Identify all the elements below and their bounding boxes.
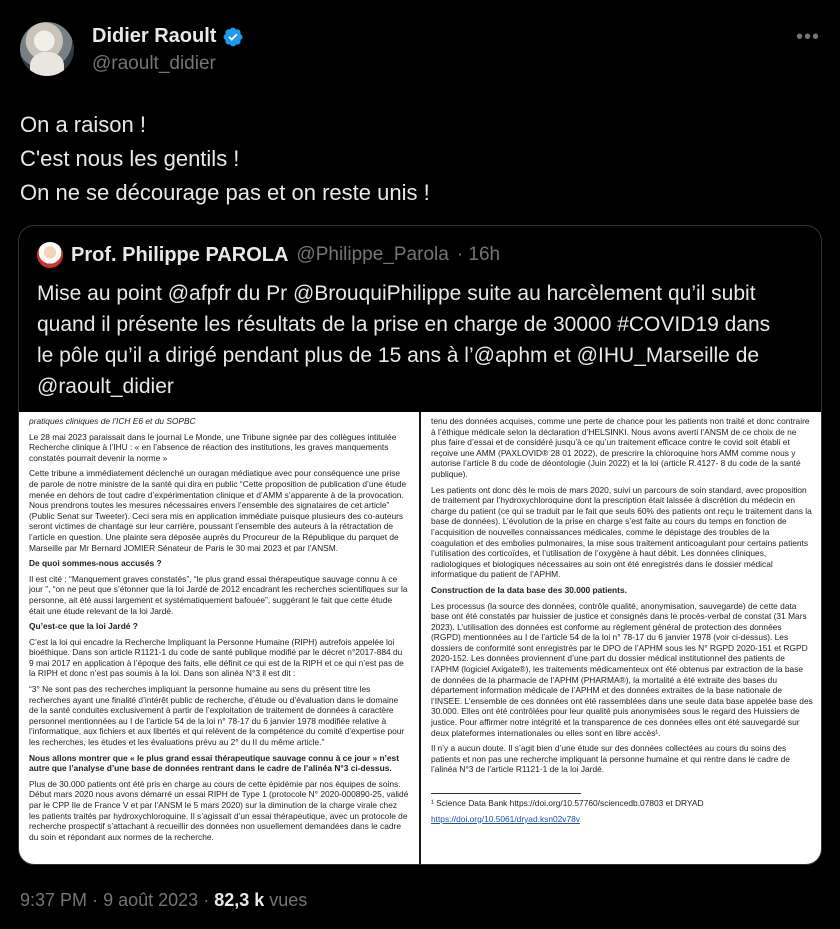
views-count: 82,3 k bbox=[214, 890, 265, 910]
document-paragraph: Les patients ont donc dès le mois de mars 2020, suivi un parcours de soin standard, avec proposition de traitement par l’hydroxychloroquine dont la prescription était laissée à discrétion du médecin en charge du patient (ce qui se traduit par le fait que seuls 60% des patients ont reçu le traitement dans la base de données). L’évolution de la prise en charge s’est faite au cours du temps en fonction de l’acquisition de nouvelles connaissances médicales, comme le dépistage des troubles de la coagulation et des embolies pulmonaires, la mise sous traitement anticoagulant pour certains patients l’utilisation des corticoïdes, et l’utilisation de l’oxygène à haut débit. Les données cliniques, radiologiques et biologiques nécessaires au soin ont été enregistrés dans le dossier médical informatique du patient de l’APHM. bbox=[431, 484, 812, 580]
quoted-line: Mise au point @afpfr du Pr @BrouquiPhilippe suite au harcèlement qu’il subit bbox=[37, 282, 756, 305]
document-image[interactable] bbox=[19, 412, 822, 865]
document-page-left bbox=[19, 412, 421, 865]
quoted-tweet-text bbox=[37, 278, 807, 402]
document-page-right bbox=[421, 412, 822, 865]
document-paragraph: ¹ Science Data Bank https://doi.org/10.57760/sciencedb.07803 et DRYAD bbox=[431, 798, 704, 808]
tweet-time[interactable]: 9:37 PM bbox=[20, 890, 88, 910]
document-paragraph: tenu des données acquises, comme une perte de chance pour les patients non traité et donc contraire à l’éthique médicale selon la déclaration d’HELSINKI. Nous avons averti l’ANSM de ce choix de ne plus faire d’essai et de considéré jusqu’à ce qu’un traitement efficace contre le covid soit établi et reçoive une AMM (PAXLOVID® 28 01 2022), de prescrire la chloroquine hors AMM comme nous y autorise l’article 8 du code de déontologie (Juin 2022) et la loi (article R.4127- 8 du code de la santé publique). bbox=[431, 416, 810, 479]
document-paragraph: Qu’est-ce que la loi Jardé ? bbox=[29, 621, 138, 632]
author-name-row bbox=[92, 25, 244, 48]
tweet-date[interactable]: 9 août 2023 bbox=[103, 890, 199, 910]
document-paragraph: Cette tribune a immédiatement déclenché un ouragan médiatique avec pour conséquence une prise de parole de notre ministre de la santé qui dira en public “Cette proposition de publication d’une étude menée en dehors de tout cadre d’expérimentation clinique et d’AMM s’apparente à de la provocation. Nous prendrons toutes les mesures nécessaires envers l’ensemble des signataires de cet article” (Public Senat sur Tweeter). Ceci sera mis en application immédiate puisque plusieurs des co-auteurs seront victimes de chantage sur leur carrière, poussant l’ensemble des auteurs à la rétractation de l’article en question. Une plainte sera déposée auprès du Procureur de la République du parquet de Marseille par Mr Bernard JOMIER Sénateur de Paris le 30 mai 2023 et par l’ANSM. bbox=[29, 468, 407, 553]
document-paragraph: https://doi.org/10.5061/dryad.ksn02v78v bbox=[431, 813, 580, 824]
document-paragraph: pratiques cliniques de l’ICH E6 et du SOPBC bbox=[29, 416, 196, 426]
tweet-header bbox=[20, 22, 820, 82]
footnote-rule bbox=[431, 793, 581, 794]
document-paragraph: Il est cité : “Manquement graves constatés”, “le plus grand essai thérapeutique sauvage connu à ce jour ”, “on ne peut que s’étonner que la loi Jardé de 2012 encadrant les recherches scientifiques sur la personne, ait été aussi largement et systématiquement bafouée”, suggérant le fait que cette étude était une étude relevant de la loi Jardé. bbox=[29, 573, 408, 616]
meta-separator: · bbox=[203, 890, 210, 910]
document-paragraph: “3° Ne sont pas des recherches impliquant la personne humaine au sens du présent titre les recherches ayant une finalité d’intérêt public de recherche, d’étude ou d’évaluation dans le domaine de la santé conduites exclusivement à partir de l’exploitation de traitement de données à caractère personnel mentionnées au I de l’article 54 de la loi n° 78-17 du 6 janvier 1978 modifiée relative à l’informatique, aux fichiers et aux libertés et qui relèvent de la compétence du comité d’expertise pour les recherches, les études et les évaluations prévu au 2° du II du même article.” bbox=[29, 684, 405, 748]
document-paragraph: Construction de la data base des 30.000 patients. bbox=[431, 584, 627, 595]
quoted-author-avatar bbox=[37, 242, 63, 268]
meta-separator: · bbox=[92, 890, 99, 910]
document-paragraph: Les processus (la source des données, contrôle qualité, anonymisation, sauvegarde) de cette data base ont été constatés par huissier de justice et consignés dans le procès-verbal de constat (31 Mars 2023). L’utilisation des données est conforme au règlement général de protection des données (RGPD) mentionnées au I de l’article 54 de la loi n° 78-17 du 6 janvier 1978 (voir ci-dessus). Les dossiers de conformité sont enregistrés par le DPO de l’APHM sous les N° RGPD 2020-151 et RGPD 2020-152. Les données proviennent d’une part du dossier médical institutionnel des patients de l’APHM (logiciel Axigate®), les traitements médicamenteux ont été obtenus par extraction de la base de données de la pharmacie de l’APHM (PHARMA®), la mortalité a été extraite des bases du département information médicale de l’APHM et des données extraites de la base nationale de l’INSEE. L’ensemble de ces données ont été rassemblées dans une seule data base appelée base des 30.000. Elles ont été contrôlées pour leur qualité puis anonymisées sous le regard des Huissiers de justice. Pour affirmer notre intégrité et la transparence de ces données elles ont été sauvegardé sur deux plateformes internationales ou elles sont en libre accès¹. bbox=[431, 600, 813, 738]
author-handle[interactable]: @raoult_didier bbox=[92, 53, 216, 74]
tweet-line: C'est nous les gentils ! bbox=[20, 146, 240, 171]
quoted-author-handle: @Philippe_Parola bbox=[296, 244, 449, 265]
document-paragraph: Le 28 mai 2023 paraissait dans le journal Le Monde, une Tribune signée par des collègues intitulée Recherche clinique à l’IHU : « en l’absence de réaction des institutions, les graves manquements constatés pourrait devenir la norme » bbox=[29, 431, 397, 463]
more-options-icon[interactable]: ••• bbox=[795, 26, 820, 48]
verified-badge-icon bbox=[222, 26, 244, 48]
tweet-line: On ne se décourage pas et on reste unis ! bbox=[20, 180, 430, 205]
quoted-line: le pôle qu’il a dirigé pendant plus de 15 ans à l’@aphm et @IHU_Marseille de bbox=[37, 344, 760, 367]
document-paragraph: Nous allons montrer que « le plus grand essai thérapeutique sauvage connu à ce jour » n’est autre que l’analyse d’une base de données rentrant dans le cadre de l’alinéa N°3 ci-dessus. bbox=[29, 752, 399, 774]
quoted-line: @raoult_didier bbox=[37, 375, 174, 398]
quoted-tweet-time: · 16h bbox=[456, 244, 501, 265]
author-avatar[interactable] bbox=[20, 22, 74, 76]
document-paragraph: C’est la loi qui encadre la Recherche Impliquant la Personne Humaine (RIPH) autrefois appelée loi bioéthique. Dans son article R1121-1 du code de santé publique modifié par le décret n°2017-884 du 9 mai 2017 en application à l’époque des faits, elle définit ce qui est de la RIPH et ce qui n’est pas de la RIPH et donc n’est pas soumis à la loi. Dans son alinéa N°3 il est dit : bbox=[29, 636, 404, 679]
document-paragraph: Plus de 30.000 patients ont été pris en charge au cours de cette épidémie par nos équipes de soins. Début mars 2020 nous avons démarré un essai RIPH de Type 1 (protocole N° 2020-000890-25, validé par le CPP Ile de France V et par l’ANSM le 5 mars 2020) sur la diminution de la charge virale chez les patients traités par hydroxychloroquine. Il s’agissait d’un essai thérapeutique, avec un protocole de recherche prospectif s’attachant à recueillir des données non usuellement demandées dans le cadre du soin et répondant aux normes de la recherche. bbox=[29, 778, 409, 842]
document-paragraph: Il n’y a aucun doute. Il s’agit bien d’une étude sur des données collectées au cours du soins des patients et non pas une recherche impliquant la personne humaine et qui rentre dans le cadre de l’alinéa N°3 de l’article R1121-1 de la loi Jardé. bbox=[431, 743, 790, 775]
tweet-text bbox=[20, 108, 820, 210]
tweet-line: On a raison ! bbox=[20, 112, 146, 137]
quoted-tweet[interactable] bbox=[18, 225, 822, 865]
quoted-author-name: Prof. Philippe PAROLA bbox=[71, 243, 289, 266]
document-paragraph: De quoi sommes-nous accusés ? bbox=[29, 558, 162, 569]
views-label: vues bbox=[269, 890, 308, 910]
quoted-line: quand il présente les résultats de la prise en charge de 30000 #COVID19 dans bbox=[37, 313, 771, 336]
author-display-name[interactable]: Didier Raoult bbox=[92, 25, 217, 47]
quoted-tweet-header bbox=[37, 242, 500, 268]
tweet-meta bbox=[20, 890, 307, 911]
